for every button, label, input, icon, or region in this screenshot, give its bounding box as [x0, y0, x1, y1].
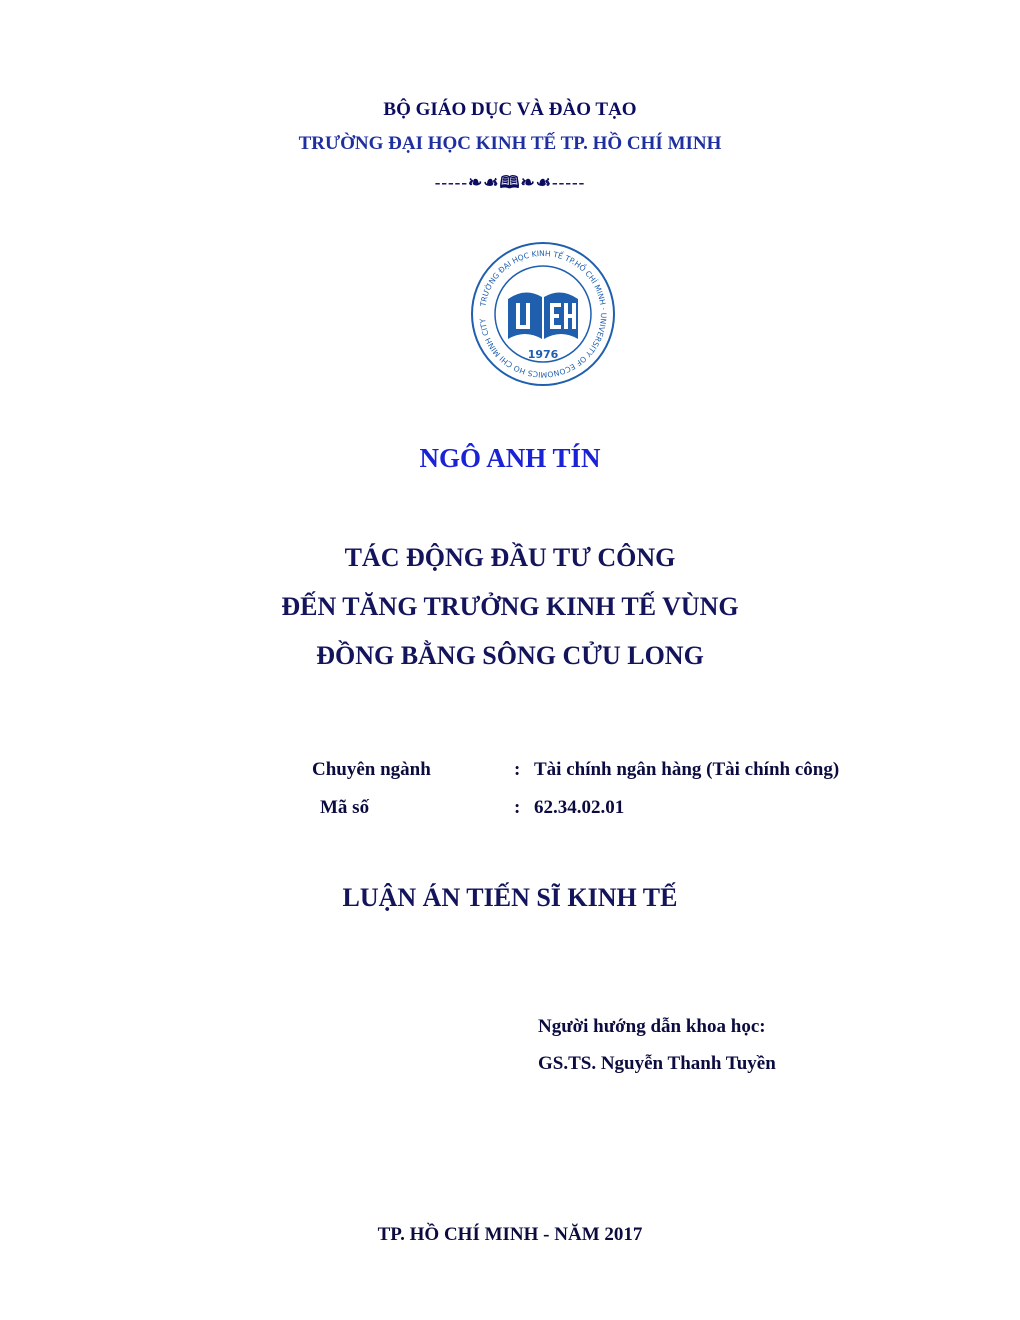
thesis-title-line: ĐỒNG BẰNG SÔNG CỬU LONG — [316, 641, 704, 670]
university-heading: TRƯỜNG ĐẠI HỌC KINH TẾ TP. HỒ CHÍ MINH — [298, 133, 722, 154]
ornament-divider: -----❧☙🕮❧☙----- — [434, 173, 586, 192]
advisor-name: GS.TS. Nguyễn Thanh Tuyền — [538, 1053, 776, 1074]
specialization-value: Tài chính ngân hàng (Tài chính công) — [534, 759, 840, 780]
specialization-label: Chuyên ngành — [312, 759, 431, 780]
advisor-label: Người hướng dẫn khoa học: — [538, 1016, 766, 1037]
ministry-heading: BỘ GIÁO DỤC VÀ ĐÀO TẠO — [383, 99, 637, 120]
degree-heading: LUẬN ÁN TIẾN SĨ KINH TẾ — [342, 883, 678, 912]
logo-year: 1976 — [527, 348, 559, 361]
thesis-title-line: TÁC ĐỘNG ĐẦU TƯ CÔNG — [344, 543, 676, 572]
author-name: NGÔ ANH TÍN — [419, 443, 601, 473]
code-label: Mã số — [320, 797, 370, 818]
place-year-footer: TP. HỒ CHÍ MINH - NĂM 2017 — [377, 1224, 643, 1245]
logo-ring-text: TRƯỜNG ĐẠI HỌC KINH TẾ TP.HỒ CHÍ MINH · UNIVERSITY OF ECONOMICS HO CHI MINH CITY — [478, 248, 609, 380]
university-logo — [470, 241, 616, 387]
specialization-separator: : — [514, 759, 521, 780]
code-separator: : — [514, 797, 521, 818]
thesis-title-line: ĐẾN TĂNG TRƯỞNG KINH TẾ VÙNG — [281, 592, 739, 621]
code-value: 62.34.02.01 — [534, 797, 625, 818]
